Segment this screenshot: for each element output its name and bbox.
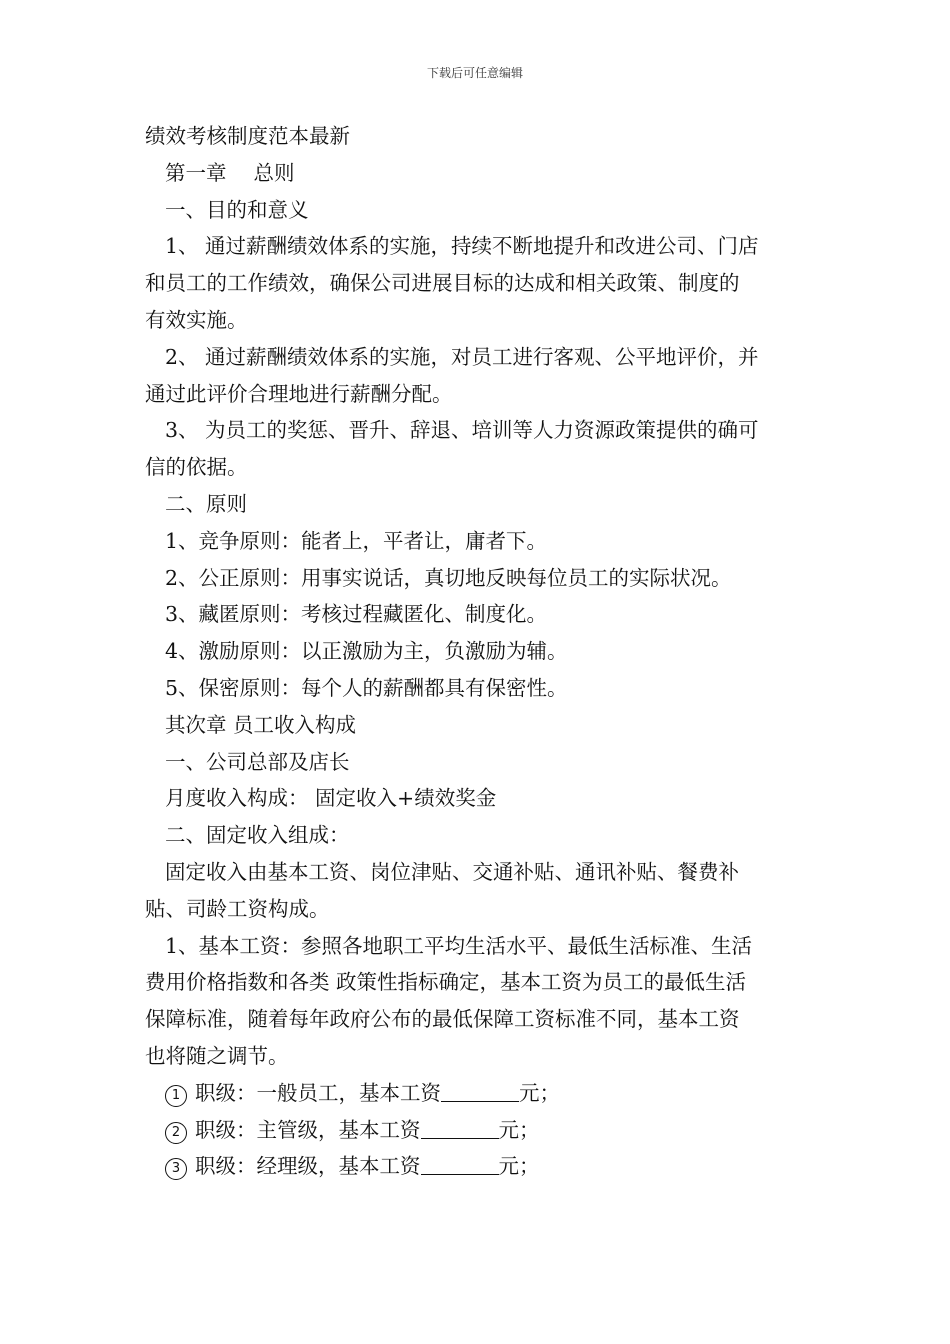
paragraph-line: 贴、司龄工资构成。 — [145, 896, 330, 921]
document-body — [145, 118, 810, 1185]
blank-field — [441, 1079, 519, 1102]
paragraph-line: 3、 为员工的奖惩、晋升、辞退、培训等人力资源政策提供的确可 — [165, 418, 759, 443]
circled-number: 2 — [165, 1122, 187, 1144]
section-2-heading: 二、原则 — [165, 491, 247, 516]
paragraph-line: 固定收入由基本工资、岗位津贴、交通补贴、通讯补贴、餐费补 — [165, 859, 739, 884]
circled-number: 1 — [165, 1085, 187, 1107]
header-note: 下载后可任意编辑 — [426, 66, 523, 80]
blank-field — [421, 1116, 499, 1139]
principle-item: 5、保密原则：每个人的薪酬都具有保密性。 — [165, 675, 568, 700]
level-text: 职级：一般员工，基本工资 — [195, 1080, 441, 1105]
principle-item: 1、竞争原则：能者上，平者让，庸者下。 — [165, 528, 548, 553]
paragraph-line: 1、基本工资：参照各地职工平均生活水平、最低生活标准、生活 — [165, 933, 753, 958]
paragraph-line: 和员工的工作绩效，确保公司进展目标的达成和相关政策、制度的 — [145, 271, 740, 296]
chapter-2-section-2-heading: 二、固定收入组成： — [165, 823, 350, 848]
principle-item: 4、激励原则：以正激励为主，负激励为辅。 — [165, 639, 568, 664]
chapter-2-heading: 其次章 员工收入构成 — [165, 712, 357, 737]
paragraph-line: 1、 通过薪酬绩效体系的实施，持续不断地提升和改进公司、门店 — [165, 234, 759, 259]
paragraph-line: 信的依据。 — [145, 455, 248, 480]
monthly-income-line: 月度收入构成： 固定收入+绩效奖金 — [165, 786, 497, 811]
paragraph-line: 也将随之调节。 — [145, 1043, 289, 1068]
paragraph-line: 费用价格指数和各类 政策性指标确定，基本工资为员工的最低生活 — [145, 970, 747, 995]
level-unit: 元； — [519, 1080, 560, 1105]
section-1-heading: 一、目的和意义 — [165, 197, 309, 222]
level-unit: 元； — [498, 1154, 540, 1179]
salary-level-item — [145, 1148, 810, 1185]
level-unit: 元； — [498, 1117, 540, 1142]
paragraph-line: 保障标准，随着每年政府公布的最低保障工资标准不同，基本工资 — [145, 1007, 740, 1032]
circled-number: 3 — [165, 1158, 187, 1180]
chapter-2-section-1-heading: 一、公司总部及店长 — [165, 749, 350, 774]
document-title: 绩效考核制度范本最新 — [145, 124, 350, 148]
blank-field — [421, 1152, 499, 1175]
paragraph-line: 通过此评价合理地进行薪酬分配。 — [145, 381, 453, 406]
principle-item: 2、公正原则：用事实说话，真切地反映每位员工的实际状况。 — [165, 565, 732, 590]
salary-level-item — [145, 1075, 810, 1112]
paragraph-line: 2、 通过薪酬绩效体系的实施，对员工进行客观、公平地评价，并 — [165, 344, 759, 369]
level-text: 职级：经理级，基本工资 — [195, 1154, 421, 1179]
salary-level-item — [145, 1112, 810, 1149]
chapter-1-heading: 第一章 总则 — [165, 160, 295, 185]
principle-item: 3、藏匿原则：考核过程藏匿化、制度化。 — [165, 602, 548, 627]
paragraph-line: 有效实施。 — [145, 307, 248, 332]
level-text: 职级：主管级，基本工资 — [195, 1117, 421, 1142]
